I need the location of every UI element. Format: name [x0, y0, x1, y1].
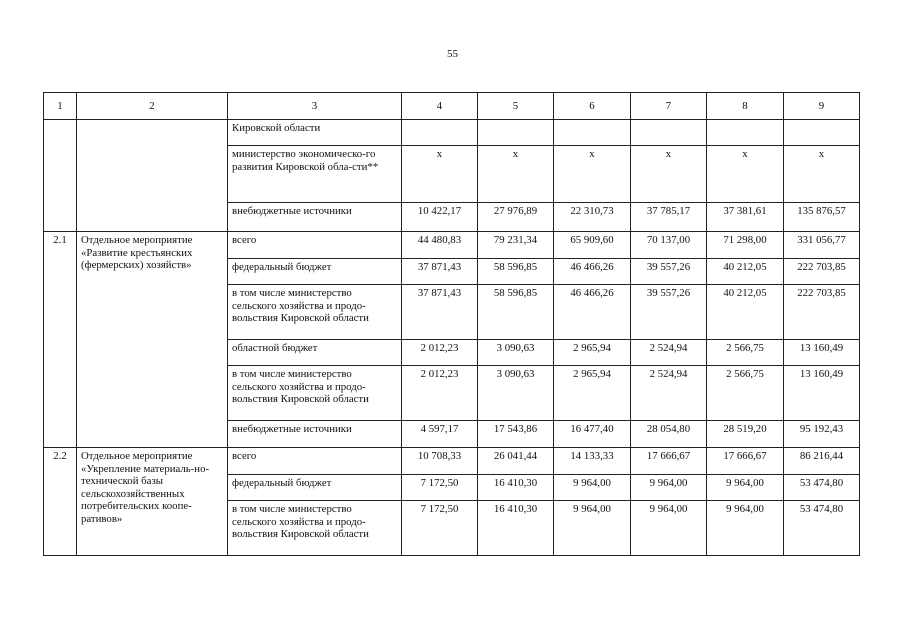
- empty-num-cell: [44, 120, 77, 232]
- value-cell: 37 381,61: [707, 203, 784, 232]
- source-cell: в том числе министерство сельского хозяйства и продо-вольствия Кировской области: [228, 501, 402, 556]
- source-cell: в том числе министерство сельского хозяйства и продо-вольствия Кировской области: [228, 366, 402, 421]
- value-cell: 2 012,23: [402, 340, 478, 366]
- item-name: Отдельное мероприятие «Укрепление материаль-но-технической базы сельскохозяйственных потребительских коопе-ративов»: [77, 448, 228, 556]
- value-cell: 4 597,17: [402, 421, 478, 448]
- value-cell: 39 557,26: [631, 285, 707, 340]
- financing-table: [43, 92, 860, 556]
- header-cell: 6: [554, 93, 631, 120]
- value-cell: 2 012,23: [402, 366, 478, 421]
- value-cell: 53 474,80: [784, 501, 860, 556]
- value-cell: 14 133,33: [554, 448, 631, 475]
- value-cell: 13 160,49: [784, 340, 860, 366]
- value-cell: 46 466,26: [554, 285, 631, 340]
- value-cell: 2 566,75: [707, 340, 784, 366]
- value-cell: 39 557,26: [631, 259, 707, 285]
- page-number: 55: [447, 48, 458, 60]
- value-cell: 40 212,05: [707, 285, 784, 340]
- value-cell: 26 041,44: [478, 448, 554, 475]
- empty-name-cell: [77, 120, 228, 232]
- value-cell: 9 964,00: [631, 501, 707, 556]
- value-cell: х: [631, 146, 707, 203]
- source-cell: федеральный бюджет: [228, 475, 402, 501]
- value-cell: 86 216,44: [784, 448, 860, 475]
- value-cell: 222 703,85: [784, 259, 860, 285]
- value-cell: 9 964,00: [707, 475, 784, 501]
- value-cell: 10 422,17: [402, 203, 478, 232]
- source-cell: федеральный бюджет: [228, 259, 402, 285]
- item-number: 2.2: [44, 448, 77, 556]
- value-cell: 40 212,05: [707, 259, 784, 285]
- header-row: [44, 93, 860, 120]
- source-cell: всего: [228, 448, 402, 475]
- header-cell: 3: [228, 93, 402, 120]
- value-cell: 16 410,30: [478, 501, 554, 556]
- source-cell: областной бюджет: [228, 340, 402, 366]
- value-cell: 9 964,00: [631, 475, 707, 501]
- value-cell: [402, 120, 478, 146]
- source-cell: внебюджетные источники: [228, 421, 402, 448]
- header-cell: 9: [784, 93, 860, 120]
- value-cell: 2 965,94: [554, 366, 631, 421]
- value-cell: 2 524,94: [631, 366, 707, 421]
- value-cell: 37 871,43: [402, 259, 478, 285]
- source-cell: внебюджетные источники: [228, 203, 402, 232]
- value-cell: х: [784, 146, 860, 203]
- header-cell: 7: [631, 93, 707, 120]
- value-cell: 3 090,63: [478, 340, 554, 366]
- value-cell: х: [402, 146, 478, 203]
- value-cell: 46 466,26: [554, 259, 631, 285]
- value-cell: 17 543,86: [478, 421, 554, 448]
- value-cell: 28 519,20: [707, 421, 784, 448]
- value-cell: 44 480,83: [402, 232, 478, 259]
- value-cell: 37 785,17: [631, 203, 707, 232]
- value-cell: [554, 120, 631, 146]
- value-cell: 17 666,67: [631, 448, 707, 475]
- header-cell: 2: [77, 93, 228, 120]
- value-cell: 16 410,30: [478, 475, 554, 501]
- source-cell: Кировской области: [228, 120, 402, 146]
- value-cell: 17 666,67: [707, 448, 784, 475]
- item-number: 2.1: [44, 232, 77, 448]
- value-cell: [707, 120, 784, 146]
- value-cell: 28 054,80: [631, 421, 707, 448]
- value-cell: 222 703,85: [784, 285, 860, 340]
- value-cell: 22 310,73: [554, 203, 631, 232]
- value-cell: 58 596,85: [478, 285, 554, 340]
- table-row: [44, 448, 860, 475]
- value-cell: [631, 120, 707, 146]
- value-cell: 70 137,00: [631, 232, 707, 259]
- value-cell: 331 056,77: [784, 232, 860, 259]
- value-cell: [784, 120, 860, 146]
- value-cell: 2 524,94: [631, 340, 707, 366]
- value-cell: 9 964,00: [554, 475, 631, 501]
- value-cell: 7 172,50: [402, 475, 478, 501]
- value-cell: 53 474,80: [784, 475, 860, 501]
- table-row: [44, 232, 860, 259]
- header-cell: 8: [707, 93, 784, 120]
- value-cell: 13 160,49: [784, 366, 860, 421]
- header-cell: 4: [402, 93, 478, 120]
- source-cell: в том числе министерство сельского хозяйства и продо-вольствия Кировской области: [228, 285, 402, 340]
- value-cell: 37 871,43: [402, 285, 478, 340]
- header-cell: 1: [44, 93, 77, 120]
- item-name: Отдельное мероприятие «Развитие крестьянских (фермерских) хозяйств»: [77, 232, 228, 448]
- value-cell: 65 909,60: [554, 232, 631, 259]
- value-cell: 16 477,40: [554, 421, 631, 448]
- header-cell: 5: [478, 93, 554, 120]
- source-cell: всего: [228, 232, 402, 259]
- value-cell: 9 964,00: [707, 501, 784, 556]
- value-cell: 58 596,85: [478, 259, 554, 285]
- source-cell: министерство экономическо-го развития Кировской обла-сти**: [228, 146, 402, 203]
- value-cell: 95 192,43: [784, 421, 860, 448]
- value-cell: 135 876,57: [784, 203, 860, 232]
- value-cell: 9 964,00: [554, 501, 631, 556]
- value-cell: х: [554, 146, 631, 203]
- value-cell: 27 976,89: [478, 203, 554, 232]
- table-row: [44, 120, 860, 146]
- value-cell: 3 090,63: [478, 366, 554, 421]
- value-cell: 2 965,94: [554, 340, 631, 366]
- value-cell: 2 566,75: [707, 366, 784, 421]
- value-cell: 10 708,33: [402, 448, 478, 475]
- value-cell: 79 231,34: [478, 232, 554, 259]
- value-cell: 7 172,50: [402, 501, 478, 556]
- value-cell: х: [478, 146, 554, 203]
- value-cell: 71 298,00: [707, 232, 784, 259]
- value-cell: х: [707, 146, 784, 203]
- value-cell: [478, 120, 554, 146]
